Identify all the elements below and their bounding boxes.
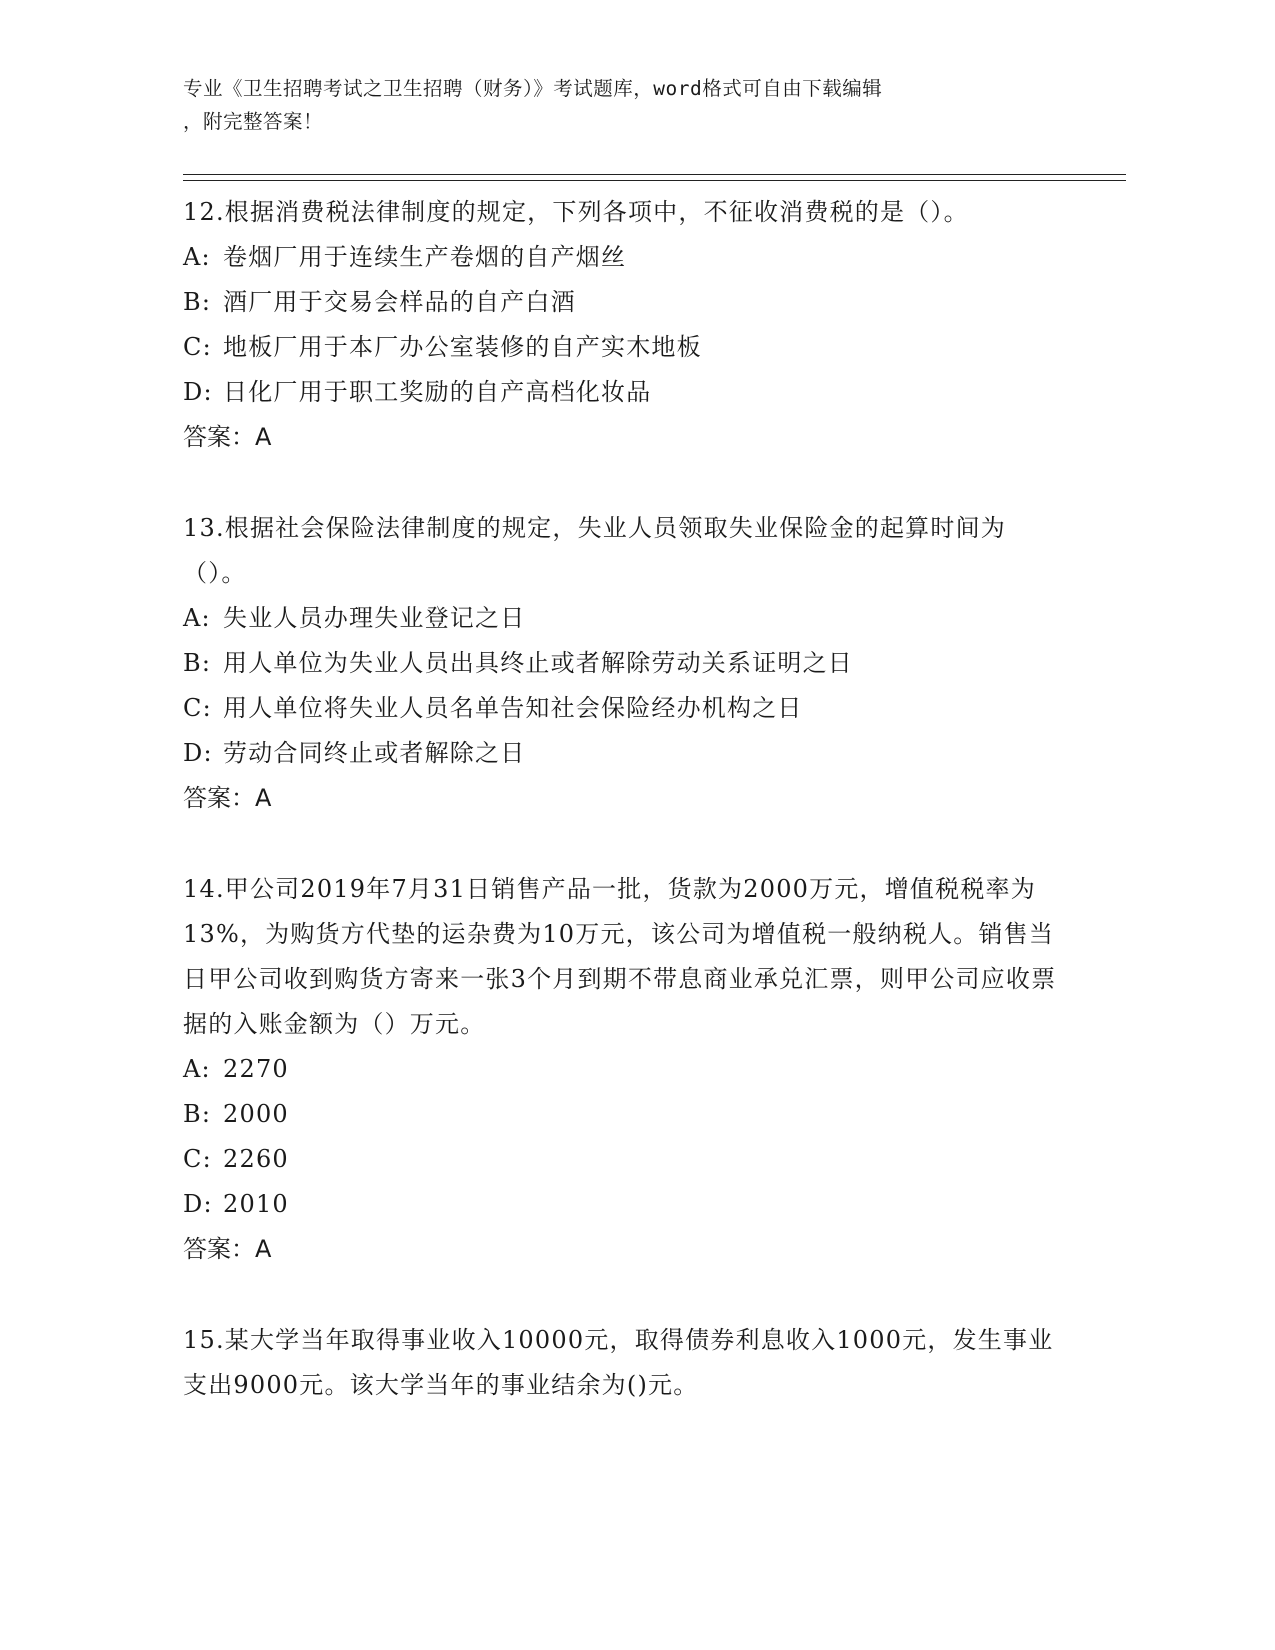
header-line-1: 专业《卫生招聘考试之卫生招聘（财务）》考试题库，word格式可自由下载编辑 xyxy=(183,77,883,100)
option-d xyxy=(183,731,1063,776)
answer-line: 答案：A xyxy=(183,423,272,451)
option-c xyxy=(183,325,1063,370)
option-a xyxy=(183,1047,1063,1092)
option-label: A: xyxy=(183,243,211,271)
option-d xyxy=(183,1182,1063,1227)
answer-line: 答案：A xyxy=(183,1235,272,1263)
option-label: C: xyxy=(183,1145,212,1173)
question-12 xyxy=(183,190,1063,460)
option-label: B: xyxy=(183,649,212,677)
option-text: 地板厂用于本厂办公室装修的自产实木地板 xyxy=(223,333,702,361)
question-text: 12.根据消费税法律制度的规定，下列各项中，不征收消费税的是（）。 xyxy=(183,198,969,226)
option-text: 日化厂用于职工奖励的自产高档化妆品 xyxy=(223,378,652,406)
option-c xyxy=(183,686,1063,731)
option-label: C: xyxy=(183,333,212,361)
option-text: 劳动合同终止或者解除之日 xyxy=(223,739,526,767)
option-label: D: xyxy=(183,1190,213,1218)
option-label: B: xyxy=(183,1100,212,1128)
option-a xyxy=(183,235,1063,280)
question-14 xyxy=(183,867,1063,1272)
option-b xyxy=(183,1092,1063,1137)
option-text: 酒厂用于交易会样品的自产白酒 xyxy=(223,288,576,316)
option-text: 用人单位为失业人员出具终止或者解除劳动关系证明之日 xyxy=(223,649,853,677)
question-15 xyxy=(183,1318,1063,1408)
question-text: 13.根据社会保险法律制度的规定，失业人员领取失业保险金的起算时间为（）。 xyxy=(183,514,1006,587)
answer-line: 答案：A xyxy=(183,784,272,812)
header-line-2: ，附完整答案！ xyxy=(183,110,324,133)
question-list xyxy=(183,190,1063,1454)
question-13 xyxy=(183,506,1063,821)
header-divider-top xyxy=(183,174,1126,175)
option-label: D: xyxy=(183,739,213,767)
option-label: A: xyxy=(183,604,211,632)
option-text: 2270 xyxy=(223,1055,289,1083)
option-text: 卷烟厂用于连续生产卷烟的自产烟丝 xyxy=(223,243,627,271)
option-text: 2010 xyxy=(223,1190,289,1218)
option-c xyxy=(183,1137,1063,1182)
option-label: A: xyxy=(183,1055,211,1083)
option-label: D: xyxy=(183,378,213,406)
header-divider-bottom xyxy=(183,180,1126,181)
document-header xyxy=(183,72,1063,138)
option-text: 2000 xyxy=(223,1100,289,1128)
option-b xyxy=(183,641,1063,686)
option-label: B: xyxy=(183,288,212,316)
option-text: 用人单位将失业人员名单告知社会保险经办机构之日 xyxy=(223,694,803,722)
option-text: 失业人员办理失业登记之日 xyxy=(223,604,526,632)
option-label: C: xyxy=(183,694,212,722)
option-a xyxy=(183,596,1063,641)
option-b xyxy=(183,280,1063,325)
option-d xyxy=(183,370,1063,415)
question-text: 15.某大学当年取得事业收入10000元，取得债券利息收入1000元，发生事业支出9000元。该大学当年的事业结余为()元。 xyxy=(183,1326,1054,1399)
option-text: 2260 xyxy=(223,1145,289,1173)
question-text: 14.甲公司2019年7月31日销售产品一批，货款为2000万元，增值税税率为13%，为购货方代垫的运杂费为10万元，该公司为增值税一般纳税人。销售当日甲公司收到购货方寄来一张3个月到期不带息商业承兑汇票，则甲公司应收票据的入账金额为（）万元。 xyxy=(183,875,1057,1038)
